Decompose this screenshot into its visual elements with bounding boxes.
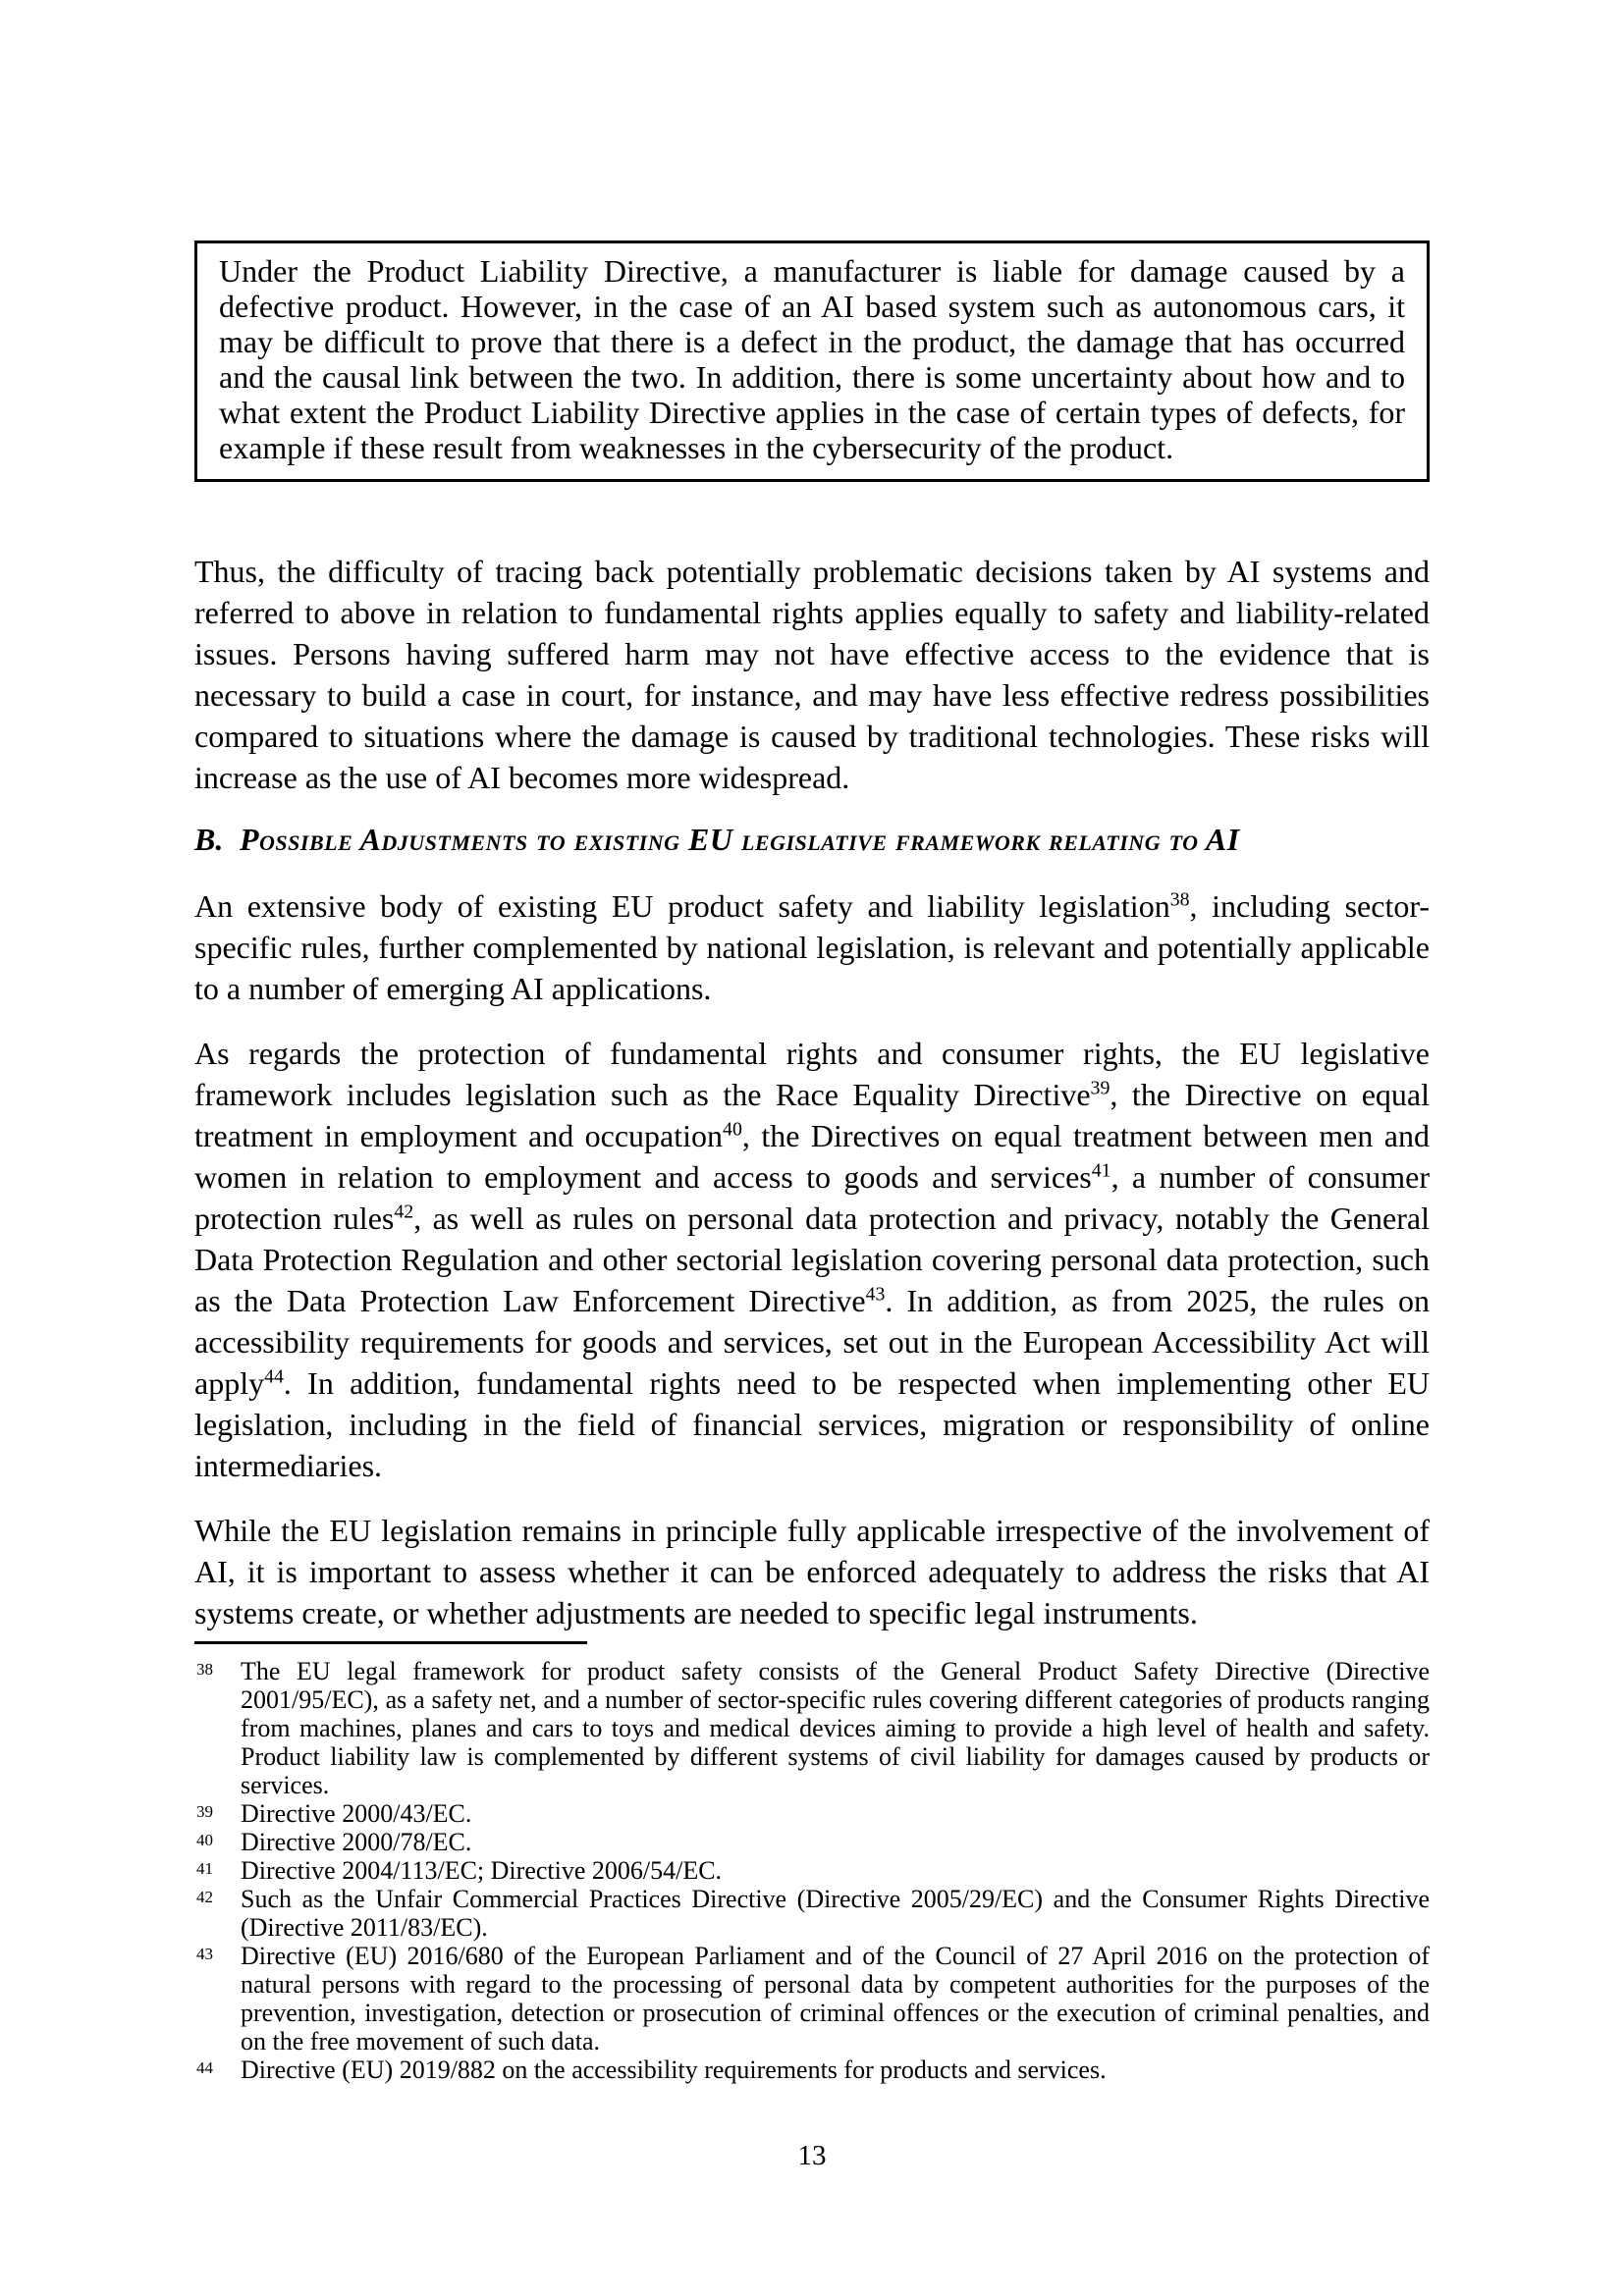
footnote-ref: 38 (1169, 888, 1190, 911)
callout-text: Under the Product Liability Directive, a manufacturer is liable for damage caused by a defective product. However, in the case of an AI based system such as autonomous cars, it may be difficult to prove that there is a defect in the product, the damage that has occurred and the causal link between the two. In addition, there is some uncertainty about how and to what extent the Product Liability Directive applies in the case of certain types of defects, for example if these result from weaknesses in the cybersecurity of the product. (219, 253, 1405, 465)
footnote-number: 38 (196, 1660, 213, 1679)
footnote (194, 1942, 1430, 2056)
section-heading-label: B. (194, 822, 224, 857)
footnote-ref: 43 (865, 1283, 886, 1306)
footnote-number: 43 (196, 1945, 213, 1963)
footnote-ref: 41 (1091, 1159, 1111, 1182)
page-number: 13 (797, 2140, 827, 2171)
footnote (194, 1799, 1430, 1828)
footnote-number: 42 (196, 1888, 213, 1906)
footnote-number: 44 (196, 2058, 213, 2077)
section-heading-title: Possible Adjustments to existing EU legislative framework relating to AI (240, 822, 1240, 857)
footnote-text: Such as the Unfair Commercial Practices Directive (Directive 2005/29/EC) and the Consumer Rights Directive (Directive 2011/83/EC). (241, 1885, 1430, 1942)
footnote-text: Directive (EU) 2016/680 of the European Parliament and of the Council of 27 April 2016 on the protection of natural persons with regard to the processing of personal data by competent authorities for the purposes of the prevention, investigation, detection or prosecution of criminal offences or the execution of criminal penalties, and on the free movement of such data. (241, 1942, 1430, 2056)
footnote-number: 39 (196, 1802, 213, 1821)
liability-callout-box (194, 240, 1430, 482)
body-paragraph: As regards the protection of fundamental rights and consumer rights, the EU legislative framework includes legislation such as the Race Equality Directive$^{39}$, the Directive on equal treatment in employment and occupation$^{40}$, the Directives on equal treatment between men and women in relation to employment and access to goods and services$^{41}$, a number of consumer protection rules$^{42}$, as well as rules on personal data protection and privacy, notably the General Data Protection Regulation and other sectorial legislation covering personal data protection, such as the Data Protection Law Enforcement Directive$^{43}$. In addition, as from 2025, the rules on accessibility requirements for goods and services, set out in the European Accessibility Act will apply$^{44}$. In addition, fundamental rights need to be respected when implementing other EU legislation, including in the field of financial services, migration or responsibility of online intermediaries. (194, 1036, 1431, 1483)
footnote-number: 41 (196, 1859, 213, 1878)
body-paragraph: An extensive body of existing EU product safety and liability legislation$^{38}$, including sector-specific rules, further complemented by national legislation, is relevant and potentially applicable to a number of emerging AI applications. (194, 888, 1431, 1006)
footnote-separator-rule (194, 1641, 587, 1644)
footnote (194, 2056, 1430, 2084)
body-paragraph: Thus, the difficulty of tracing back potentially problematic decisions taken by AI systems and referred to above in relation to fundamental rights applies equally to safety and liability-related issues. Persons having suffered harm may not have effective access to the evidence that is necessary to build a case in court, for instance, and may have less effective redress possibilities compared to situations where the damage is caused by traditional technologies. These risks will increase as the use of AI becomes more widespread. (194, 554, 1430, 795)
footnote-ref: 40 (723, 1118, 742, 1141)
footnotes-section (194, 1641, 1430, 2084)
body-paragraph: While the EU legislation remains in principle fully applicable irrespective of the involvement of AI, it is important to assess whether it can be enforced adequately to address the risks that AI systems create, or whether adjustments are needed to specific legal instruments. (194, 1513, 1430, 1630)
footnote-ref: 39 (1090, 1077, 1110, 1099)
footnote-text: The EU legal framework for product safety consists of the General Product Safety Directive (Directive 2001/95/EC), as a safety net, and a number of sector-specific rules covering different categories of products ranging from machines, planes and cars to toys and medical devices aiming to provide a high level of health and safety. Product liability law is complemented by different systems of civil liability for damages caused by products or services. (241, 1657, 1430, 1799)
footnote (194, 1828, 1430, 1856)
section-heading (194, 822, 1430, 858)
footnote-text: Directive (EU) 2019/882 on the accessibility requirements for products and services. (241, 2056, 1107, 2084)
footnote (194, 1856, 1430, 1885)
footnote (194, 1885, 1430, 1942)
footnote-text: Directive 2000/78/EC. (241, 1828, 472, 1856)
footnote-list (194, 1657, 1430, 2084)
footnote-ref: 42 (394, 1201, 414, 1223)
footnote-text: Directive 2000/43/EC. (241, 1799, 472, 1828)
footnote-number: 40 (196, 1831, 213, 1849)
footnote-ref: 44 (264, 1365, 284, 1388)
footnote (194, 1657, 1430, 1799)
footnote-text: Directive 2004/113/EC; Directive 2006/54/EC. (241, 1856, 723, 1885)
